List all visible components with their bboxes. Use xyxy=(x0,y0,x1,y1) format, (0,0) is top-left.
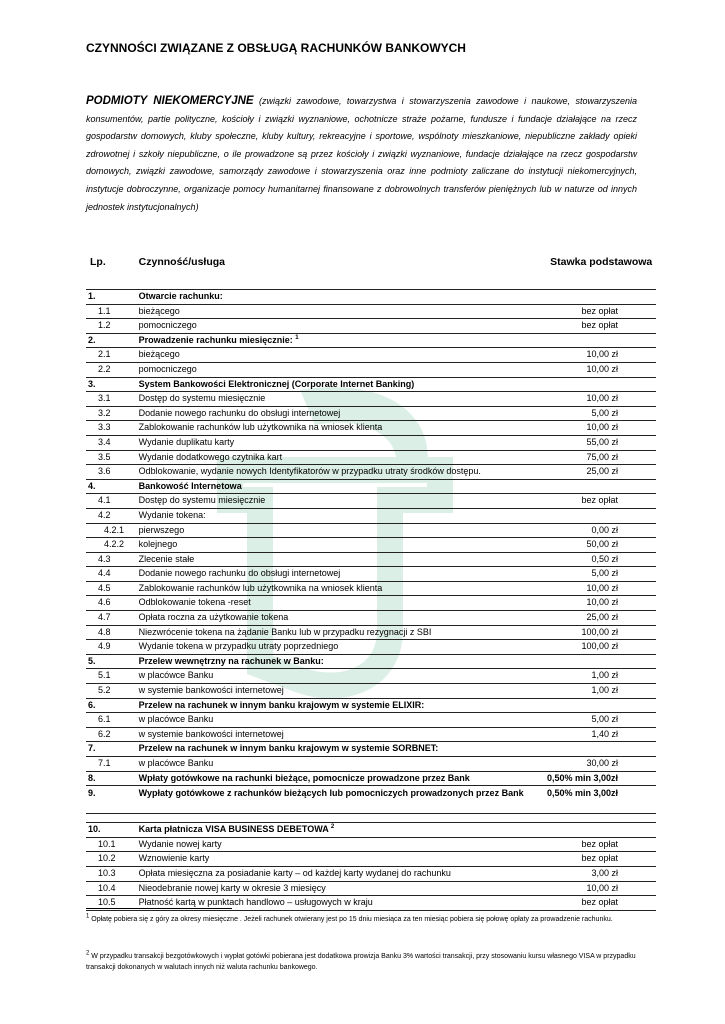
row-number xyxy=(86,479,135,494)
row-description xyxy=(135,406,545,421)
row-number-text: 9. xyxy=(88,788,96,799)
row-description-text: Płatność kartą w punktach handlowo – usługowych w kraju xyxy=(138,897,373,908)
row-description xyxy=(135,625,545,640)
row-description xyxy=(135,727,545,742)
row-number-text: 4.8 xyxy=(98,626,111,637)
row-number-text: 2.2 xyxy=(98,363,111,374)
row-rate xyxy=(544,465,656,480)
table-row xyxy=(86,814,656,823)
row-description xyxy=(135,508,545,523)
row-description-text: kolejnego xyxy=(138,539,178,550)
row-description xyxy=(135,392,545,407)
row-number xyxy=(86,406,135,421)
row-rate xyxy=(544,494,656,509)
table-row xyxy=(86,669,656,684)
row-description-text: Przelew wewnętrzny na rachunek w Banku: xyxy=(138,655,324,666)
row-number-text: 3.3 xyxy=(98,422,111,433)
row-rate xyxy=(544,450,656,465)
row-number-text: 3.4 xyxy=(98,436,111,447)
row-rate xyxy=(544,896,656,911)
row-description xyxy=(135,538,545,553)
row-rate-text: 25,00 zł xyxy=(586,466,618,477)
row-description xyxy=(135,333,545,348)
row-number-text: 2.1 xyxy=(98,349,111,360)
footnote-ref: 1 xyxy=(295,334,299,341)
row-rate xyxy=(544,786,656,814)
row-description-text: Wydanie tokena w przypadku utraty poprzedniego xyxy=(138,641,339,652)
row-number xyxy=(86,823,135,838)
table-row xyxy=(86,333,656,348)
row-rate xyxy=(544,596,656,611)
footnote-separator xyxy=(86,908,232,909)
row-description xyxy=(135,771,545,786)
row-description xyxy=(135,611,545,626)
row-description-text: Karta płatnicza VISA BUSINESS DEBETOWA xyxy=(138,824,329,835)
row-number xyxy=(86,611,135,626)
intro-heading: PODMIOTY NIEKOMERCYJNE xyxy=(86,95,254,107)
row-number xyxy=(86,450,135,465)
row-number-text: 4.4 xyxy=(98,568,111,579)
footnote-2 xyxy=(86,951,646,973)
fee-table xyxy=(86,253,656,911)
row-description-text: w placówce Banku xyxy=(138,670,214,681)
row-number xyxy=(86,567,135,582)
row-description xyxy=(135,669,545,684)
row-description xyxy=(135,684,545,699)
row-number xyxy=(86,552,135,567)
row-rate-text: 10,00 zł xyxy=(586,393,618,404)
row-description xyxy=(135,450,545,465)
table-row xyxy=(86,421,656,436)
row-number xyxy=(86,654,135,669)
table-row xyxy=(86,581,656,596)
row-description xyxy=(135,552,545,567)
table-row xyxy=(86,611,656,626)
row-description xyxy=(135,348,545,363)
table-row xyxy=(86,786,656,814)
row-rate xyxy=(544,866,656,881)
table-row xyxy=(86,771,656,786)
row-description xyxy=(135,823,545,838)
row-number-text: 4.9 xyxy=(98,641,111,652)
table-row xyxy=(86,552,656,567)
row-rate xyxy=(544,625,656,640)
row-number xyxy=(86,625,135,640)
row-number-text: 4.5 xyxy=(98,582,111,593)
row-number xyxy=(86,814,135,823)
row-description-text: Odblokowanie tokena -reset xyxy=(138,597,251,608)
row-description-text: Nieodebranie nowej karty w okresie 3 miesięcy xyxy=(138,882,326,893)
row-rate xyxy=(544,852,656,867)
row-number xyxy=(86,837,135,852)
row-description-text: Zablokowanie rachunków lub użytkownika na wniosek klienta xyxy=(138,422,383,433)
row-rate-text: 50,00 zł xyxy=(586,539,618,550)
header-lp: Lp. xyxy=(86,253,135,290)
row-rate xyxy=(544,581,656,596)
row-number-text: 4.2.1 xyxy=(104,524,125,535)
row-description-text: Otwarcie rachunku: xyxy=(138,291,223,301)
row-number-text: 7. xyxy=(88,743,96,754)
row-number-text: 1. xyxy=(88,291,96,301)
table-row xyxy=(86,348,656,363)
row-description-text: w systemie bankowości internetowej xyxy=(138,728,284,739)
row-number xyxy=(86,881,135,896)
row-description xyxy=(135,523,545,538)
row-rate-text: 30,00 zł xyxy=(586,758,618,768)
row-number xyxy=(86,348,135,363)
table-row xyxy=(86,435,656,450)
row-description-text: Prowadzenie rachunku miesięcznie: xyxy=(138,334,293,345)
row-description-text: Zablokowanie rachunków lub użytkownika na wniosek klienta xyxy=(138,582,383,593)
row-number-text: 5.1 xyxy=(98,670,111,681)
row-number-text: 4. xyxy=(88,480,96,491)
row-description xyxy=(135,640,545,655)
row-number xyxy=(86,304,135,319)
footnote-2-mark: 2 xyxy=(86,950,90,957)
table-header-row xyxy=(86,253,656,290)
row-number xyxy=(86,465,135,480)
header-service: Czynność/usługa xyxy=(135,253,545,290)
row-rate-text: 1,00 zł xyxy=(591,685,618,696)
table-row xyxy=(86,377,656,392)
row-number-text: 4.2 xyxy=(98,509,111,520)
row-rate xyxy=(544,319,656,334)
row-number-text: 1.2 xyxy=(98,320,111,331)
row-number-text: 3.1 xyxy=(98,393,111,404)
row-rate xyxy=(544,823,656,838)
row-description-text: pomocniczego xyxy=(138,320,197,331)
row-rate-text: bez opłat xyxy=(581,495,618,506)
row-rate-text: 100,00 zł xyxy=(581,626,618,637)
footnote-1 xyxy=(86,914,646,925)
row-number xyxy=(86,669,135,684)
row-number xyxy=(86,508,135,523)
row-rate xyxy=(544,421,656,436)
row-rate xyxy=(544,523,656,538)
row-rate-text: 10,00 zł xyxy=(586,363,618,374)
row-number xyxy=(86,494,135,509)
row-number-text: 6. xyxy=(88,699,96,710)
row-number-text: 10.4 xyxy=(98,882,116,893)
table-row xyxy=(86,625,656,640)
row-rate xyxy=(544,713,656,728)
row-number xyxy=(86,640,135,655)
row-number xyxy=(86,421,135,436)
table-row xyxy=(86,465,656,480)
row-description-text: Wydanie nowej karty xyxy=(138,838,222,849)
table-row xyxy=(86,742,656,757)
row-number-text: 7.1 xyxy=(98,758,111,768)
row-rate-text: 1,00 zł xyxy=(591,670,618,681)
row-description-text: w placówce Banku xyxy=(138,714,214,725)
row-description xyxy=(135,814,545,823)
row-description-text: Dodanie nowego rachunku do obsługi internetowej xyxy=(138,407,341,418)
row-rate-text: 1,40 zł xyxy=(591,728,618,739)
row-rate xyxy=(544,654,656,669)
row-description-text: bieżącego xyxy=(138,305,180,316)
row-rate xyxy=(544,406,656,421)
row-number-text: 3.2 xyxy=(98,407,111,418)
row-description-text: System Bankowości Elektronicznej (Corporate Internet Banking) xyxy=(138,378,415,389)
row-description xyxy=(135,786,545,814)
row-rate xyxy=(544,435,656,450)
row-rate xyxy=(544,727,656,742)
row-description xyxy=(135,435,545,450)
table-row xyxy=(86,727,656,742)
row-rate-text: 75,00 zł xyxy=(586,451,618,462)
row-number-text: 4.6 xyxy=(98,597,111,608)
row-number-text: 5. xyxy=(88,655,96,666)
row-description xyxy=(135,304,545,319)
row-description xyxy=(135,465,545,480)
row-description-text: w systemie bankowości internetowej xyxy=(138,685,284,696)
row-rate-text: 10,00 zł xyxy=(586,582,618,593)
row-number-text: 4.3 xyxy=(98,553,111,564)
table-row xyxy=(86,852,656,867)
table-row xyxy=(86,596,656,611)
row-description-text: Przelew na rachunek w innym banku krajowym w systemie ELIXIR: xyxy=(138,699,425,710)
row-number-text: 10.2 xyxy=(98,853,116,864)
row-number xyxy=(86,852,135,867)
row-number-text: 10.1 xyxy=(98,838,116,849)
row-description-text: pierwszego xyxy=(138,524,185,535)
row-rate xyxy=(544,742,656,757)
table-row xyxy=(86,538,656,553)
row-rate-text: 10,00 zł xyxy=(586,882,618,893)
row-description-text: pomocniczego xyxy=(138,363,197,374)
row-description xyxy=(135,581,545,596)
row-description-text: Opłata roczna za użytkowanie tokena xyxy=(138,612,289,623)
row-rate-text: 25,00 zł xyxy=(586,612,618,623)
row-number xyxy=(86,435,135,450)
header-rate: Stawka podstawowa xyxy=(544,253,656,290)
row-number xyxy=(86,742,135,757)
row-number xyxy=(86,377,135,392)
footnote-1-text: Opłatę pobiera się z góry za okresy miesięczne . Jeżeli rachunek otwierany jest po 15 dniu miesiąca za ten miesiąc pobiera się połowę opłaty za prowadzenie rachunku. xyxy=(89,916,613,923)
row-rate-text: 0,50% min 3,00zł xyxy=(546,772,618,783)
table-row xyxy=(86,362,656,377)
row-rate xyxy=(544,392,656,407)
row-description xyxy=(135,377,545,392)
row-number xyxy=(86,523,135,538)
row-number-text: 10. xyxy=(88,824,101,835)
row-rate xyxy=(544,684,656,699)
row-rate xyxy=(544,304,656,319)
row-description-text: Zlecenie stałe xyxy=(138,553,195,564)
table-row xyxy=(86,757,656,772)
row-rate-text: 10,00 zł xyxy=(586,422,618,433)
row-number-text: 10.5 xyxy=(98,897,116,908)
row-number-text: 6.2 xyxy=(98,728,111,739)
row-rate xyxy=(544,837,656,852)
row-rate-text: 0,50 zł xyxy=(591,553,618,564)
row-description-text: Niezwrócenie tokena na żądanie Banku lub w przypadku rezygnacji z SBI xyxy=(138,626,432,637)
table-row xyxy=(86,508,656,523)
row-description-text: Wznowienie karty xyxy=(138,853,210,864)
row-number xyxy=(86,866,135,881)
table-row xyxy=(86,494,656,509)
row-rate xyxy=(544,290,656,305)
row-description xyxy=(135,290,545,305)
row-rate-text: 100,00 zł xyxy=(581,641,618,652)
row-rate xyxy=(544,640,656,655)
row-number-text: 1.1 xyxy=(98,305,111,316)
row-description xyxy=(135,742,545,757)
row-number-text: 8. xyxy=(88,772,96,783)
footnote-ref: 2 xyxy=(330,824,335,831)
row-description-text: Dostęp do systemu miesięcznie xyxy=(138,393,266,404)
row-rate xyxy=(544,814,656,823)
row-number xyxy=(86,290,135,305)
row-number xyxy=(86,727,135,742)
row-description xyxy=(135,494,545,509)
row-description xyxy=(135,567,545,582)
row-rate-text: bez opłat xyxy=(581,838,618,849)
row-description xyxy=(135,713,545,728)
row-description xyxy=(135,654,545,669)
row-description-text: Wydanie tokena: xyxy=(138,509,206,520)
row-number xyxy=(86,538,135,553)
row-rate-text: bez opłat xyxy=(581,305,618,316)
row-number xyxy=(86,684,135,699)
row-description xyxy=(135,698,545,713)
row-description-text: Wydanie dodatkowego czytnika kart xyxy=(138,451,283,462)
row-rate-text: 10,00 zł xyxy=(586,349,618,360)
row-number-text: 2. xyxy=(88,334,96,345)
row-rate xyxy=(544,348,656,363)
row-number-text: 4.1 xyxy=(98,495,111,506)
row-description xyxy=(135,421,545,436)
row-rate-text: bez opłat xyxy=(581,320,618,331)
row-rate-text: 10,00 zł xyxy=(586,597,618,608)
row-number xyxy=(86,392,135,407)
row-rate xyxy=(544,552,656,567)
row-description-text: Opłata miesięczna za posiadanie karty – od każdej karty wydanej do rachunku xyxy=(138,867,451,878)
table-row xyxy=(86,654,656,669)
row-number xyxy=(86,319,135,334)
row-description xyxy=(135,479,545,494)
row-rate-text: 0,50% min 3,00zł xyxy=(546,788,618,799)
table-row xyxy=(86,698,656,713)
row-description-text: Dodanie nowego rachunku do obsługi internetowej xyxy=(138,568,341,579)
row-number xyxy=(86,786,135,814)
table-row xyxy=(86,392,656,407)
row-rate xyxy=(544,538,656,553)
row-number xyxy=(86,713,135,728)
row-rate xyxy=(544,333,656,348)
row-number xyxy=(86,757,135,772)
table-row xyxy=(86,640,656,655)
row-number-text: 6.1 xyxy=(98,714,111,725)
row-number xyxy=(86,771,135,786)
row-description-text: Bankowość Internetowa xyxy=(138,480,242,491)
row-rate xyxy=(544,771,656,786)
row-number-text: 4.7 xyxy=(98,612,111,623)
row-number xyxy=(86,581,135,596)
table-row xyxy=(86,684,656,699)
footnote-2-text: W przypadku transakcji bezgotówkowych i wypłat gotówki pobierana jest dodatkowa prowizja Banku 3% wartości transakcji, przy stosowaniu kursu własnego VISA w przypadku transakcji dokonanych w walutach innych niż waluta rachunku bankowego. xyxy=(86,953,636,971)
row-description xyxy=(135,881,545,896)
row-rate xyxy=(544,698,656,713)
row-description-text: Wypłaty gotówkowe z rachunków bieżących lub pomocniczych prowadzonych przez Bank xyxy=(138,788,524,799)
row-number xyxy=(86,333,135,348)
row-description xyxy=(135,837,545,852)
row-number-text: 10.3 xyxy=(98,867,116,878)
footnote-1-mark: 1 xyxy=(86,913,90,920)
row-number xyxy=(86,362,135,377)
page-title: CZYNNOŚCI ZWIĄZANE Z OBSŁUGĄ RACHUNKÓW BANKOWYCH xyxy=(86,41,466,55)
row-rate-text: 3,00 zł xyxy=(591,867,618,878)
row-rate xyxy=(544,508,656,523)
table-row xyxy=(86,567,656,582)
row-description-text: bieżącego xyxy=(138,349,180,360)
row-rate xyxy=(544,757,656,772)
row-rate-text: 5,00 zł xyxy=(591,407,618,418)
row-number-text: 3.6 xyxy=(98,466,111,477)
table-row xyxy=(86,523,656,538)
row-number xyxy=(86,596,135,611)
row-description-text: Przelew na rachunek w innym banku krajowym w systemie SORBNET: xyxy=(138,743,439,754)
row-rate-text: 55,00 zł xyxy=(586,436,618,447)
table-row xyxy=(86,450,656,465)
row-rate xyxy=(544,611,656,626)
table-row xyxy=(86,866,656,881)
table-row xyxy=(86,881,656,896)
table-row xyxy=(86,406,656,421)
intro-text: (związki zawodowe, towarzystwa i stowarzyszenia zawodowe i naukowe, stowarzyszenia konsumentów, partie polityczne, kościoły i związki wyznaniowe, ochotnicze straże pożarne, fundusze i fundacje działające na rzecz gospodarstw domowych, kluby społeczne, kluby kultury, rekreacyjne i sportowe, wspólnoty mieszkaniowe, niepubliczne zakłady opieki zdrowotnej i szkoły niepubliczne, o ile prowadzone są przez kościoły i związki wyznaniowe, fundacje działające na rzecz gospodarstw domowych, związki zawodowe, samorządy zawodowe i stowarzyszenia oraz inne podmioty zaliczane do instytucji niekomercyjnych, instytucje dobroczynne, organizacje pomocy humanitarnej finansowane z dobrowolnych transferów pieniężnych lub w naturze od innych jednostek instytucjonalnych) xyxy=(86,96,637,212)
row-description-text: Dostęp do systemu miesięcznie xyxy=(138,495,266,506)
row-rate-text: 5,00 zł xyxy=(591,714,618,725)
table-row xyxy=(86,290,656,305)
row-description-text: Wpłaty gotówkowe na rachunki bieżące, pomocnicze prowadzone przez Bank xyxy=(138,772,470,783)
row-description xyxy=(135,757,545,772)
table-row xyxy=(86,823,656,838)
table-row xyxy=(86,304,656,319)
row-rate-text: 5,00 zł xyxy=(591,568,618,579)
row-description-text: Wydanie duplikatu karty xyxy=(138,436,235,447)
row-rate-text: 0,00 zł xyxy=(591,524,618,535)
row-description-text: Odblokowanie, wydanie nowych Identyfikatorów w przypadku utraty środków dostępu. xyxy=(138,466,481,477)
intro-paragraph xyxy=(86,93,637,216)
table-row xyxy=(86,479,656,494)
row-rate xyxy=(544,669,656,684)
row-rate xyxy=(544,362,656,377)
row-number-text: 4.2.2 xyxy=(104,539,125,550)
row-rate-text: bez opłat xyxy=(581,897,618,908)
row-number-text: 5.2 xyxy=(98,685,111,696)
row-description xyxy=(135,319,545,334)
row-number-text: 3. xyxy=(88,378,96,389)
row-number xyxy=(86,698,135,713)
table-row xyxy=(86,319,656,334)
table-row xyxy=(86,713,656,728)
row-description xyxy=(135,852,545,867)
row-description xyxy=(135,866,545,881)
row-rate xyxy=(544,377,656,392)
row-description xyxy=(135,596,545,611)
row-description-text: w placówce Banku xyxy=(138,758,214,768)
row-description xyxy=(135,362,545,377)
row-rate xyxy=(544,881,656,896)
row-number-text: 3.5 xyxy=(98,451,111,462)
row-rate xyxy=(544,479,656,494)
table-row xyxy=(86,837,656,852)
row-rate xyxy=(544,567,656,582)
row-rate-text: bez opłat xyxy=(581,853,618,864)
